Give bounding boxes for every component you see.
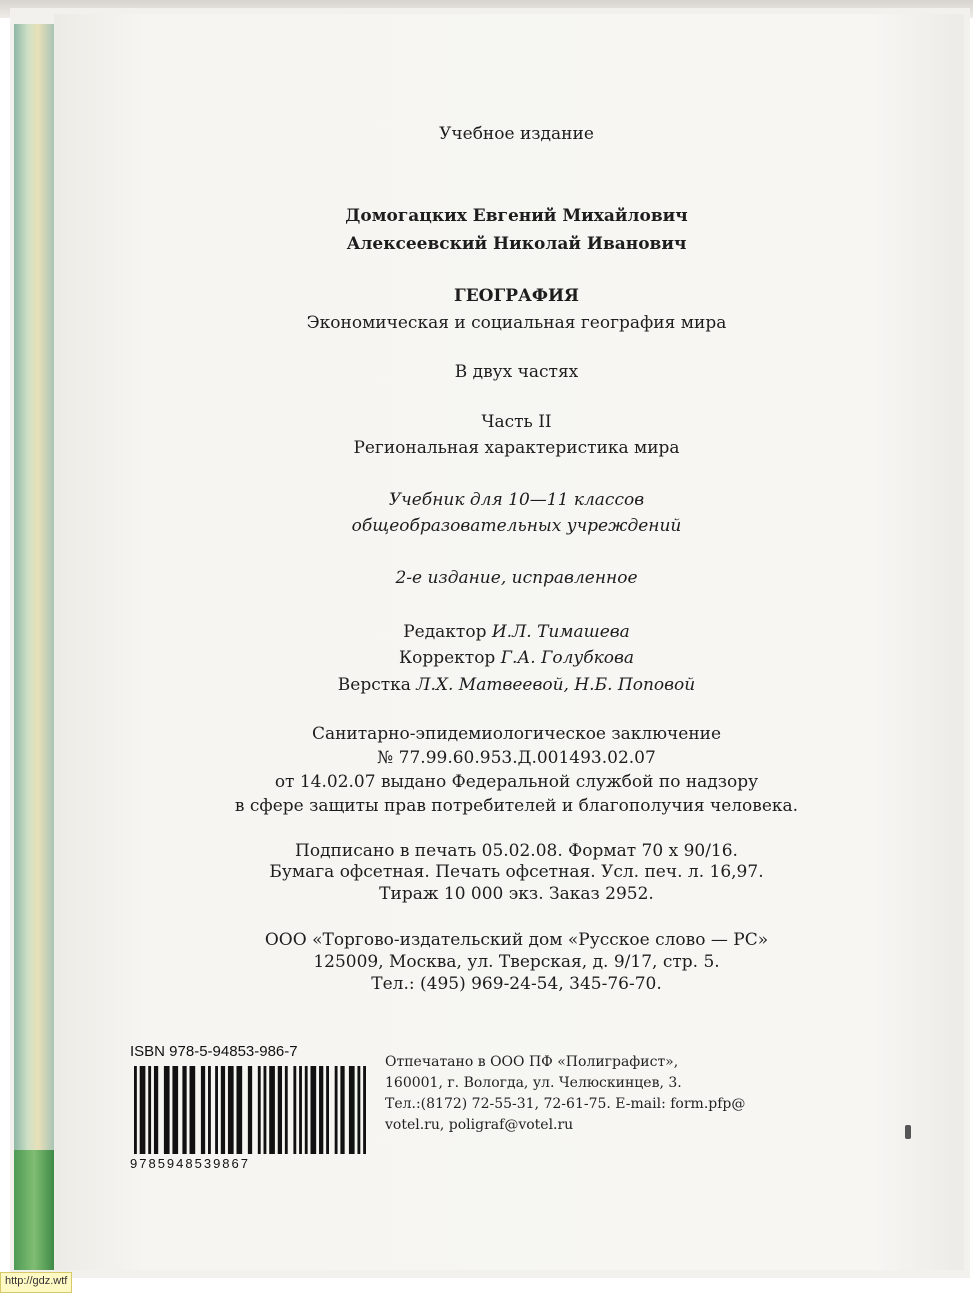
editor-line [30,622,973,642]
printer-line-2: 160001, г. Вологда, ул. Челюскинцев, 3. [385,1075,682,1091]
corrector-label: Корректор [398,648,496,668]
author-1: Домогацких Евгений Михайлович [345,206,688,226]
isbn: ISBN 978-5-94853-986-7 [130,1043,298,1060]
part-label: Часть II [481,412,552,432]
barcode [130,1066,370,1154]
part-title: Региональная характеристика мира [353,438,680,458]
sanitary-line-4: в сфере защиты прав потребителей и благополучия человека. [234,796,799,816]
publisher-line-3: Тел.: (495) 969-24-54, 345-76-70. [371,974,662,994]
print-info-1: Подписано в печать 05.02.08. Формат 70 х 90/16. [295,841,738,861]
printer-line-3: Тел.:(8172) 72-55-31, 72-61-75. E-mail: form.pfp@ [385,1096,746,1112]
sanitary-line-1: Санитарно-эпидемиологическое заключение [311,724,722,744]
corrector-name: Г.А. Голубкова [500,648,635,668]
editor-label: Редактор [403,622,487,642]
print-info-2: Бумага офсетная. Печать офсетная. Усл. печ. л. 16,97. [269,862,764,882]
print-info-3: Тираж 10 000 экз. Заказ 2952. [379,884,654,904]
sanitary-line-2: № 77.99.60.953.Д.001493.02.07 [377,748,656,768]
printer-line-1: Отпечатано в ООО ПФ «Полиграфист», [385,1054,679,1070]
site-watermark[interactable]: http://gdz.wtf [0,1272,72,1293]
publisher-line-1: ООО «Торгово-издательский дом «Русское слово — РС» [264,930,769,950]
printer-line-4: votel.ru, poligraf@votel.ru [385,1117,574,1133]
layout-names: Л.Х. Матвеевой, Н.Б. Поповой [416,675,696,695]
publisher-line-2: 125009, Москва, ул. Тверская, д. 9/17, стр. 5. [313,952,720,972]
textbook-for: Учебник для 10—11 классов [388,490,645,510]
corrector-line [30,648,973,668]
scan-speck [905,1125,911,1139]
barcode-digits: 9785948539867 [130,1156,250,1171]
edition-type: Учебное издание [439,124,594,144]
book-subtitle: Экономическая и социальная география мира [306,313,727,333]
parts-note: В двух частях [454,362,579,382]
institutions: общеобразовательных учреждений [351,516,682,536]
edition-note: 2-е издание, исправленное [395,568,638,588]
layout-label: Верстка [337,675,411,695]
author-2: Алексеевский Николай Иванович [346,234,687,254]
sanitary-line-3: от 14.02.07 выдано Федеральной службой по надзору [274,772,759,792]
editor-name: И.Л. Тимашева [491,622,630,642]
layout-line [30,675,973,695]
book-title: ГЕОГРАФИЯ [453,286,580,306]
